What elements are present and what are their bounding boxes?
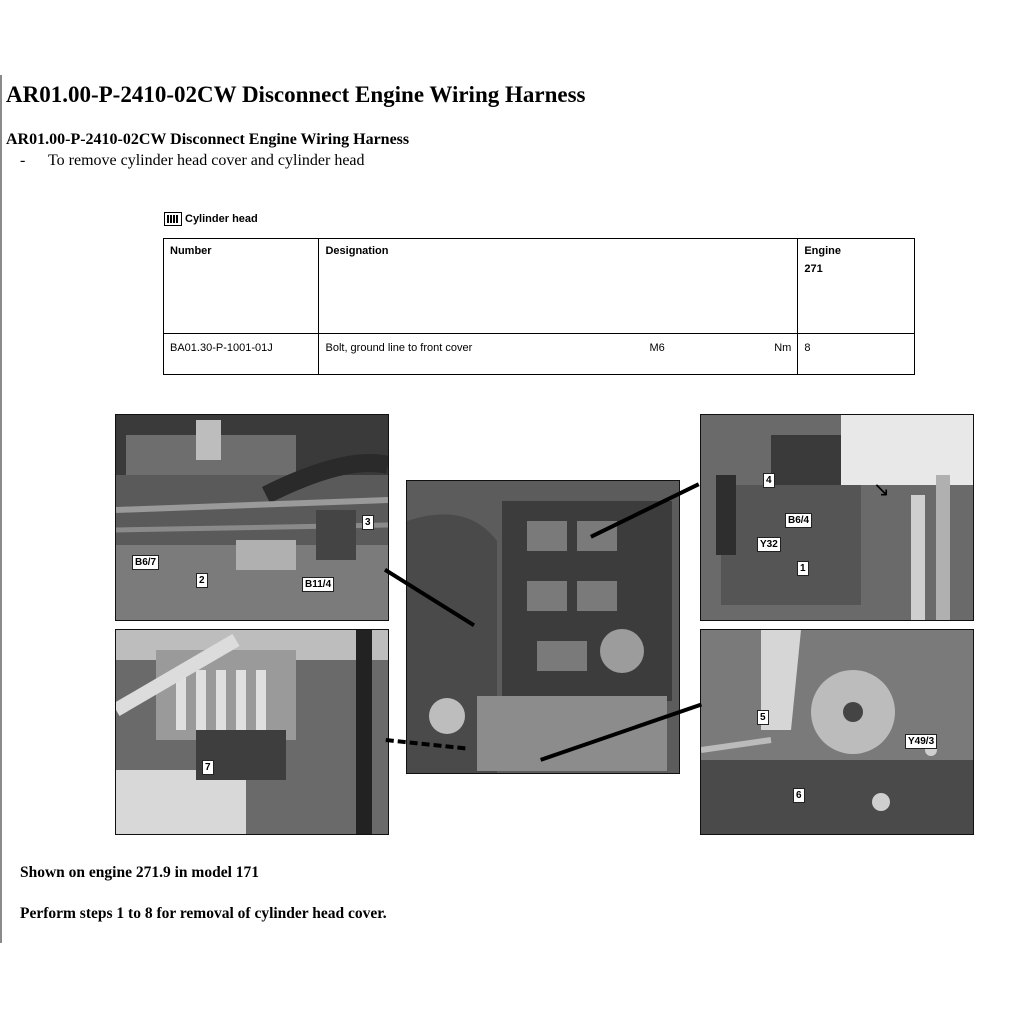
photo-top-right bbox=[700, 414, 974, 621]
label-y32: Y32 bbox=[757, 537, 781, 552]
note-shown-on: Shown on engine 271.9 in model 171 bbox=[20, 864, 260, 881]
torque-spec-table bbox=[163, 238, 915, 375]
alternator-detail-graphic bbox=[116, 630, 388, 834]
section-title: AR01.00-P-2410-02CW Disconnect Engine Wiring Harness bbox=[6, 131, 410, 148]
arrow-icon: ↘ bbox=[873, 477, 890, 501]
torque-unit: Nm bbox=[774, 342, 792, 354]
photo-top-left bbox=[115, 414, 389, 621]
bullet-item bbox=[20, 152, 365, 170]
torque-table-icon bbox=[164, 212, 182, 226]
label-b11-4: B11/4 bbox=[302, 577, 334, 592]
label-7: 7 bbox=[202, 760, 214, 775]
photo-bottom-right bbox=[700, 629, 974, 835]
engine-overview-graphic bbox=[407, 481, 679, 773]
cell-designation bbox=[319, 334, 798, 375]
header-engine-label: Engine bbox=[804, 245, 842, 257]
label-y49-3: Y49/3 bbox=[905, 734, 937, 749]
bullet-text: To remove cylinder head cover and cylinder head bbox=[48, 152, 365, 169]
engine-detail-graphic bbox=[116, 415, 388, 620]
table-header-row bbox=[164, 239, 915, 334]
photo-center bbox=[406, 480, 680, 774]
thread-size: M6 bbox=[649, 342, 665, 354]
bullet-dash: - bbox=[20, 152, 26, 169]
left-margin-rule bbox=[0, 75, 2, 943]
label-5: 5 bbox=[757, 710, 769, 725]
designation-text: Bolt, ground line to front cover bbox=[325, 342, 473, 354]
table-caption bbox=[164, 212, 258, 226]
label-3: 3 bbox=[362, 515, 374, 530]
label-1: 1 bbox=[797, 561, 809, 576]
label-4: 4 bbox=[763, 473, 775, 488]
header-number: Number bbox=[164, 239, 319, 334]
header-engine bbox=[798, 239, 915, 334]
label-b6-7: B6/7 bbox=[132, 555, 159, 570]
header-engine-number: 271 bbox=[804, 263, 823, 275]
header-designation: Designation bbox=[319, 239, 798, 334]
table-row bbox=[164, 334, 915, 375]
note-perform-steps: Perform steps 1 to 8 for removal of cylinder head cover. bbox=[20, 905, 387, 922]
label-6: 6 bbox=[793, 788, 805, 803]
cell-torque-value: 8 bbox=[798, 334, 915, 375]
label-b6-4: B6/4 bbox=[785, 513, 812, 528]
cell-number: BA01.30-P-1001-01J bbox=[164, 334, 319, 375]
sensor-detail-graphic bbox=[701, 415, 973, 620]
page-title: AR01.00-P-2410-02CW Disconnect Engine Wiring Harness bbox=[6, 82, 586, 107]
label-2: 2 bbox=[196, 573, 208, 588]
solenoid-detail-graphic bbox=[701, 630, 973, 834]
table-caption-text: Cylinder head bbox=[185, 213, 258, 225]
photo-bottom-left bbox=[115, 629, 389, 835]
